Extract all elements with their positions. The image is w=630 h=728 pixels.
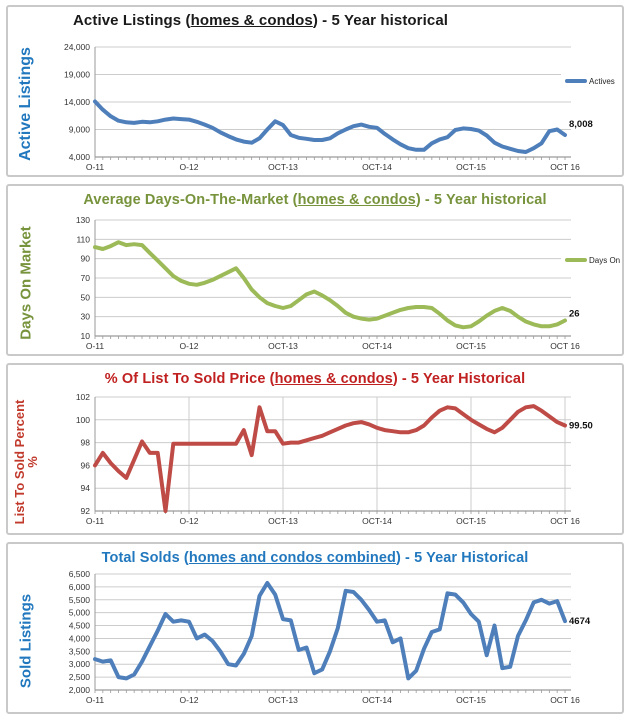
svg-text:94: 94 bbox=[80, 483, 90, 494]
svg-text:102: 102 bbox=[75, 392, 90, 402]
svg-text:110: 110 bbox=[76, 234, 90, 245]
svg-text:2,000: 2,000 bbox=[68, 685, 90, 695]
title-text: % Of List To Sold Price ( bbox=[104, 371, 275, 387]
svg-text:OCT 16: OCT 16 bbox=[550, 516, 580, 526]
svg-text:90: 90 bbox=[80, 253, 90, 264]
y-axis-title-percent-sign: % bbox=[25, 456, 40, 468]
svg-text:92: 92 bbox=[80, 506, 90, 516]
svg-text:OCT 16: OCT 16 bbox=[550, 695, 580, 705]
total-solds-title bbox=[11, 548, 619, 568]
svg-text:Days On: Days On bbox=[589, 256, 621, 265]
total-solds-panel bbox=[6, 542, 624, 714]
days-on-market-title bbox=[11, 190, 619, 210]
svg-text:O-12: O-12 bbox=[179, 162, 199, 172]
svg-text:3,000: 3,000 bbox=[68, 659, 90, 670]
days-on-market-panel bbox=[6, 184, 624, 356]
svg-text:OCT-13: OCT-13 bbox=[268, 162, 298, 172]
y-axis-title-text: Active Listings bbox=[17, 47, 34, 161]
active-listings-chart bbox=[41, 31, 621, 177]
title-underlined-text: homes & condos bbox=[190, 12, 313, 29]
active-listings-title bbox=[11, 11, 619, 31]
svg-text:2,500: 2,500 bbox=[68, 672, 90, 683]
list-to-sold-panel bbox=[6, 363, 624, 535]
total-solds-y-axis-title bbox=[11, 568, 41, 714]
svg-text:OCT-15: OCT-15 bbox=[456, 341, 486, 351]
svg-text:OCT-15: OCT-15 bbox=[456, 695, 486, 705]
active-listings-plot-area bbox=[41, 31, 621, 177]
days-on-market-y-axis-title bbox=[11, 210, 41, 356]
title-text: ) - 5 Year historical bbox=[415, 192, 547, 208]
svg-text:O-12: O-12 bbox=[179, 695, 199, 705]
svg-text:OCT-15: OCT-15 bbox=[456, 516, 486, 526]
svg-text:14,000: 14,000 bbox=[64, 97, 90, 107]
title-text: ) - 5 Year Historical bbox=[395, 550, 529, 566]
svg-text:OCT-14: OCT-14 bbox=[362, 341, 392, 351]
y-axis-title-text: List To Sold Percent bbox=[12, 399, 27, 525]
svg-text:O-12: O-12 bbox=[179, 516, 199, 526]
svg-text:OCT-13: OCT-13 bbox=[268, 695, 298, 705]
svg-text:96: 96 bbox=[80, 460, 90, 471]
svg-text:6,000: 6,000 bbox=[68, 581, 90, 592]
svg-text:8,008: 8,008 bbox=[569, 118, 593, 130]
svg-text:O-11: O-11 bbox=[85, 695, 105, 705]
svg-text:30: 30 bbox=[80, 311, 90, 322]
svg-text:OCT-13: OCT-13 bbox=[268, 341, 298, 351]
svg-text:O-11: O-11 bbox=[85, 341, 105, 351]
title-text: ) - 5 Year historical bbox=[312, 12, 449, 29]
total-solds-chart bbox=[41, 568, 621, 714]
days-on-market-plot-area bbox=[41, 210, 621, 356]
svg-text:98: 98 bbox=[80, 437, 90, 448]
svg-text:O-11: O-11 bbox=[85, 516, 105, 526]
svg-text:5,500: 5,500 bbox=[68, 594, 90, 605]
svg-text:70: 70 bbox=[80, 273, 90, 283]
active-listings-panel bbox=[6, 5, 624, 177]
title-text: Total Solds ( bbox=[101, 550, 189, 566]
svg-text:OCT-14: OCT-14 bbox=[362, 516, 392, 526]
svg-text:4674: 4674 bbox=[569, 616, 591, 628]
title-text: Active Listings ( bbox=[73, 12, 191, 29]
days-on-market-chart bbox=[41, 210, 621, 356]
title-text: ) - 5 Year Historical bbox=[392, 371, 526, 387]
list-to-sold-plot-area bbox=[41, 389, 621, 535]
list-to-sold-chart bbox=[41, 389, 621, 535]
svg-text:5,000: 5,000 bbox=[68, 607, 90, 618]
svg-text:O-11: O-11 bbox=[85, 162, 105, 172]
svg-text:O-12: O-12 bbox=[179, 341, 199, 351]
svg-text:99.50: 99.50 bbox=[569, 420, 593, 432]
svg-text:OCT-14: OCT-14 bbox=[362, 695, 392, 705]
svg-text:130: 130 bbox=[75, 215, 90, 225]
title-underlined-text: homes and condos combined bbox=[188, 550, 396, 566]
svg-text:4,500: 4,500 bbox=[68, 620, 90, 631]
svg-text:100: 100 bbox=[75, 414, 90, 425]
svg-text:3,500: 3,500 bbox=[68, 646, 90, 657]
svg-text:9,000: 9,000 bbox=[68, 124, 90, 135]
total-solds-plot-area bbox=[41, 568, 621, 714]
active-listings-y-axis-title bbox=[11, 31, 41, 177]
title-underlined-text: homes & condos bbox=[297, 192, 416, 208]
title-underlined-text: homes & condos bbox=[274, 371, 393, 387]
svg-text:Actives: Actives bbox=[589, 77, 615, 86]
svg-text:OCT-15: OCT-15 bbox=[456, 162, 486, 172]
list-to-sold-y-axis-title bbox=[11, 389, 41, 535]
svg-text:19,000: 19,000 bbox=[64, 69, 90, 80]
y-axis-title-text: Sold Listings bbox=[17, 593, 35, 689]
svg-text:OCT 16: OCT 16 bbox=[550, 162, 580, 172]
svg-text:26: 26 bbox=[569, 308, 580, 320]
svg-text:OCT-13: OCT-13 bbox=[268, 516, 298, 526]
svg-text:4,000: 4,000 bbox=[68, 633, 90, 644]
svg-text:4,000: 4,000 bbox=[68, 152, 90, 162]
y-axis-title-text: Days On Market bbox=[17, 226, 35, 340]
list-to-sold-title bbox=[11, 369, 619, 389]
svg-text:10: 10 bbox=[80, 331, 90, 341]
svg-text:OCT 16: OCT 16 bbox=[550, 341, 580, 351]
svg-text:50: 50 bbox=[80, 292, 90, 303]
title-text: Average Days-On-The-Market ( bbox=[83, 192, 298, 208]
svg-text:OCT-14: OCT-14 bbox=[362, 162, 392, 172]
svg-text:24,000: 24,000 bbox=[64, 42, 90, 52]
svg-text:6,500: 6,500 bbox=[68, 569, 90, 579]
